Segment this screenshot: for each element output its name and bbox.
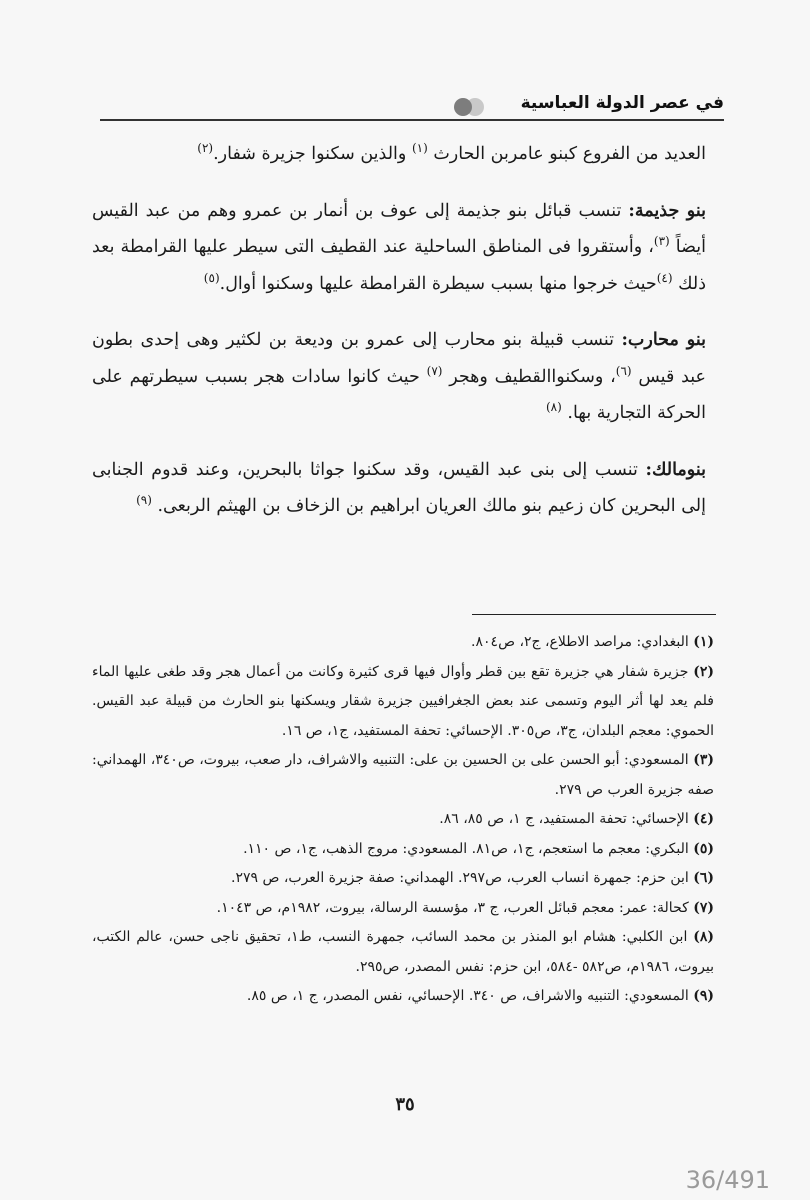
footnote-ref: (٧): [426, 363, 443, 378]
paragraph-text: ، وأستقروا فى المناطق الساحلية عند القطيف التى سيطر عليها القرامطة بعد ذلك: [92, 237, 706, 294]
tribe-term: بنو محارب:: [621, 330, 706, 350]
footnote: [92, 864, 714, 894]
footnote-text: المسعودي: أبو الحسن على بن الحسين بن على: التنبيه والاشراف، دار صعب، بيروت، ص٣٤٠، الهمداني: صفه جزيرة العرب ص ٢٧٩.: [92, 752, 714, 798]
footnote: [92, 982, 714, 1012]
page-number: ٣٥: [395, 1094, 415, 1115]
footnote: [92, 923, 714, 982]
paragraph-text: تنسب قبيلة بنو محارب إلى عمرو بن وديعة بن لكثير وهى إحدى بطون عبد قيس: [92, 330, 706, 387]
footnote-text: البكري: معجم ما استعجم، ج١، ص٨١. المسعودي: مروج الذهب، ج١، ص ١١٠.: [243, 840, 694, 857]
footnotes: [92, 628, 714, 1012]
paragraph-text: تنسب إلى بنى عبد القيس، وقد سكنوا جواثا بالبحرين، وعند قدوم الجنابى إلى البحرين كان زعيم بنو مالك العريان ابراهيم بن الزخاف بن الهيثم الربعى.: [92, 459, 706, 516]
footnote-text: الإحسائي: تحفة المستفيد، ج ١، ص ٨٥، ٨٦.: [439, 811, 694, 827]
footnote-number: (٣): [693, 752, 714, 768]
page-counter: 36/491: [685, 1166, 770, 1194]
paragraph-bani-muharib: [92, 322, 706, 432]
footnote-number: (٤): [693, 811, 714, 827]
header-rule: [100, 119, 724, 121]
footnote: [92, 894, 714, 924]
tribe-term: بنو جذيمة:: [628, 200, 706, 221]
paragraph-bani-malik: [92, 452, 706, 525]
paragraph-text: ، وسكنواالقطيف وهجر: [442, 366, 616, 387]
footnote-text: كحالة: عمر: معجم قبائل العرب، ج ٣، مؤسسة الرسالة، بيروت، ١٩٨٢م، ص ١٠٤٣.: [216, 899, 694, 916]
paragraph-text: تنسب قبائل بنو جذيمة إلى عوف بن أنمار بن عمرو وهم من عبد القيس أيضاً: [92, 200, 706, 257]
footnote-text: ابن الكلبي: هشام ابو المنذر بن محمد السائب، جمهرة النسب، ط١، تحقيق ناجى حسن، عالم الكتب، بيروت، ١٩٨٦م، ص٥٨٢ -٥٨٤، ابن حزم: نفس المصدر، ص٢٩٥.: [92, 929, 714, 975]
footnote-ref: (٥): [203, 270, 220, 285]
footnote: [92, 746, 714, 805]
footnote-text: ابن حزم: جمهرة انساب العرب، ص٢٩٧. الهمداني: صفة جزيرة العرب، ص ٢٧٩.: [231, 870, 694, 886]
header-ornament: [450, 96, 484, 118]
footnote-ref: (٨): [545, 400, 562, 415]
paragraph-1: [92, 136, 706, 173]
footnote: [92, 628, 714, 658]
footnote-number: (١): [693, 634, 714, 650]
footnote-ref: (١): [411, 141, 428, 156]
footnote-text: المسعودي: التنبيه والاشراف، ص ٣٤٠. الإحسائي، نفس المصدر، ج ١، ص ٨٥.: [246, 988, 694, 1004]
footnote-number: (٨): [693, 929, 714, 945]
footnote: [92, 658, 714, 747]
footnote-ref: (٤): [656, 270, 673, 285]
paragraph-text: العديد من الفروع كبنو عامربن الحارث: [427, 144, 706, 164]
footnote-number: (٦): [693, 870, 714, 886]
footnote-text: البغدادي: مراصد الاطلاع، ج٢، ص٨٠٤.: [471, 634, 694, 650]
paragraph-text: والذين سكنوا جزيرة شفار.: [213, 144, 412, 164]
tribe-term: بنومالك:: [645, 459, 706, 480]
ornament-circle-dark: [454, 98, 472, 116]
footnote-ref: (٢): [197, 141, 214, 156]
paragraph-text: حيث كانوا سادات هجر بسبب سيطرتهم على الحركة التجارية بها.: [92, 366, 706, 423]
footnote-text: جزيرة شفار هي جزيرة تقع بين قطر وأوال فيها قرى كثيرة وكانت من أعمال هجر وقد طغى عليها الماء فلم يعد لها أثر اليوم وتسمى عند بعض الجغرافيين جزيرة شقار ويسكنها بنو الحارث من قبيلة عبد القيس. الحموي: معجم البلدان، ج٣، ص٣٠٥. الإحسائي: تحفة المستفيد، ج١، ص ١٦.: [92, 663, 714, 739]
footnote: [92, 835, 714, 865]
main-text: [92, 136, 706, 525]
footnote-separator: [472, 614, 716, 615]
footnote: [92, 805, 714, 835]
footnote-number: (٧): [693, 899, 714, 916]
footnote-ref: (٣): [653, 234, 670, 249]
footnote-number: (٥): [693, 840, 714, 857]
footnote-ref: (٦): [615, 363, 632, 378]
footnote-ref: (٩): [136, 493, 152, 508]
paragraph-bani-jadhima: [92, 193, 706, 303]
paragraph-text: حيث خرجوا منها بسبب سيطرة القرامطة عليها وسكنوا أوال.: [219, 273, 657, 294]
footnote-number: (٩): [693, 988, 714, 1004]
running-title: في عصر الدولة العباسية: [520, 93, 724, 113]
footnote-number: (٢): [693, 663, 714, 680]
running-header: [100, 92, 724, 124]
